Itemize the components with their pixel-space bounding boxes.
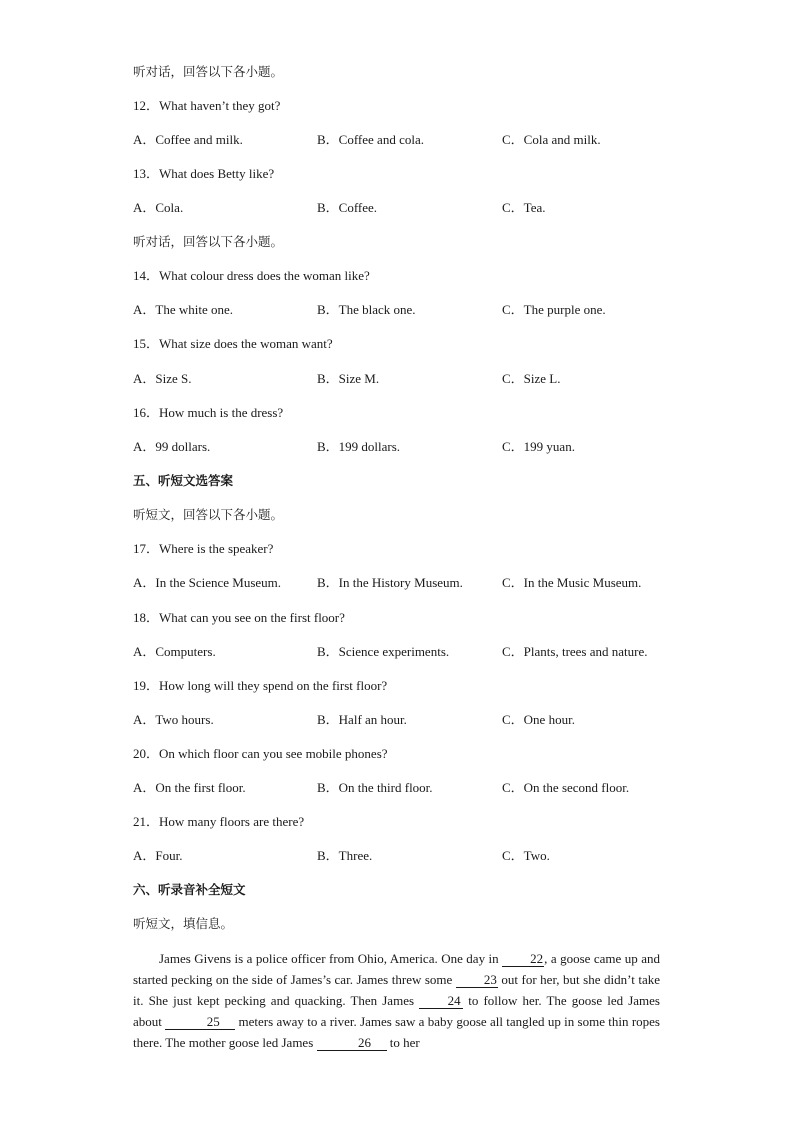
q21-option-b: B．Three. bbox=[317, 848, 373, 863]
q14-option-a: A．The white one. bbox=[133, 302, 234, 317]
q21-option-a: A．Four. bbox=[133, 848, 183, 863]
q18-option-c: C．Plants, trees and nature. bbox=[502, 644, 648, 659]
question-17: 17．Where is the speaker? bbox=[133, 541, 274, 556]
q12-option-c: C．Cola and milk. bbox=[502, 132, 601, 147]
passage-text: out for her, but she didn’t take it. She just kept pecking and quacking. Then James bbox=[133, 972, 660, 1008]
question-15: 15．What size does the woman want? bbox=[133, 336, 333, 351]
passage-text: James Givens is a police officer from Ohio, America. One day in bbox=[159, 951, 503, 966]
q13-option-c: C．Tea. bbox=[502, 200, 546, 215]
q13-option-b: B．Coffee. bbox=[317, 200, 378, 215]
passage-text: to her bbox=[386, 1035, 420, 1050]
q15-option-a: A．Size S. bbox=[133, 371, 192, 386]
question-13: 13．What does Betty like? bbox=[133, 166, 275, 181]
question-18: 18．What can you see on the first floor? bbox=[133, 610, 345, 625]
q12-option-b: B．Coffee and cola. bbox=[317, 132, 424, 147]
passage-instruction: 听短文，回答以下各小题。 bbox=[133, 507, 284, 522]
question-16: 16．How much is the dress? bbox=[133, 405, 284, 420]
q18-option-b: B．Science experiments. bbox=[317, 644, 450, 659]
question-21: 21．How many floors are there? bbox=[133, 814, 305, 829]
question-19: 19．How long will they spend on the first floor? bbox=[133, 678, 388, 693]
q15-option-c: C．Size L. bbox=[502, 371, 561, 386]
blank-25[interactable]: 25 bbox=[165, 1015, 235, 1030]
q12-option-a: A．Coffee and milk. bbox=[133, 132, 243, 147]
q20-option-a: A．On the first floor. bbox=[133, 780, 246, 795]
section-6-title: 六、听录音补全短文 bbox=[133, 882, 246, 897]
q17-option-c: C．In the Music Museum. bbox=[502, 575, 642, 590]
blank-23[interactable]: 23 bbox=[456, 973, 498, 988]
section-5-title: 五、听短文选答案 bbox=[133, 473, 234, 488]
q16-option-a: A．99 dollars. bbox=[133, 439, 211, 454]
question-20: 20．On which floor can you see mobile phones? bbox=[133, 746, 388, 761]
q20-option-b: B．On the third floor. bbox=[317, 780, 433, 795]
q17-option-a: A．In the Science Museum. bbox=[133, 575, 282, 590]
passage-paragraph bbox=[133, 948, 660, 1053]
blank-24[interactable]: 24 bbox=[419, 994, 463, 1009]
blank-26[interactable]: 26 bbox=[317, 1036, 387, 1051]
q20-option-c: C．On the second floor. bbox=[502, 780, 630, 795]
passage-text: meters away to a river. James saw a baby goose all tangled up in some thin ropes there. The mother goose led James bbox=[133, 1014, 660, 1050]
blank-22[interactable]: 22 bbox=[502, 952, 544, 967]
q19-option-b: B．Half an hour. bbox=[317, 712, 407, 727]
cloze-passage bbox=[133, 948, 660, 1053]
dialogue-instruction: 听对话，回答以下各小题。 bbox=[133, 234, 284, 249]
q13-option-a: A．Cola. bbox=[133, 200, 184, 215]
fill-in-instruction: 听短文，填信息。 bbox=[133, 916, 234, 931]
q14-option-b: B．The black one. bbox=[317, 302, 416, 317]
q17-option-b: B．In the History Museum. bbox=[317, 575, 463, 590]
passage-text: to follow her. The goose led James about bbox=[133, 993, 660, 1029]
q19-option-a: A．Two hours. bbox=[133, 712, 214, 727]
q14-option-c: C．The purple one. bbox=[502, 302, 606, 317]
q16-option-b: B．199 dollars. bbox=[317, 439, 401, 454]
q21-option-c: C．Two. bbox=[502, 848, 550, 863]
passage-text: , a goose came up and started pecking on the side of James’s car. James threw some bbox=[133, 951, 660, 987]
question-14: 14．What colour dress does the woman like? bbox=[133, 268, 370, 283]
q16-option-c: C．199 yuan. bbox=[502, 439, 575, 454]
q15-option-b: B．Size M. bbox=[317, 371, 380, 386]
question-12: 12．What haven’t they got? bbox=[133, 98, 281, 113]
dialogue-instruction: 听对话，回答以下各小题。 bbox=[133, 64, 284, 79]
q18-option-a: A．Computers. bbox=[133, 644, 216, 659]
q19-option-c: C．One hour. bbox=[502, 712, 575, 727]
